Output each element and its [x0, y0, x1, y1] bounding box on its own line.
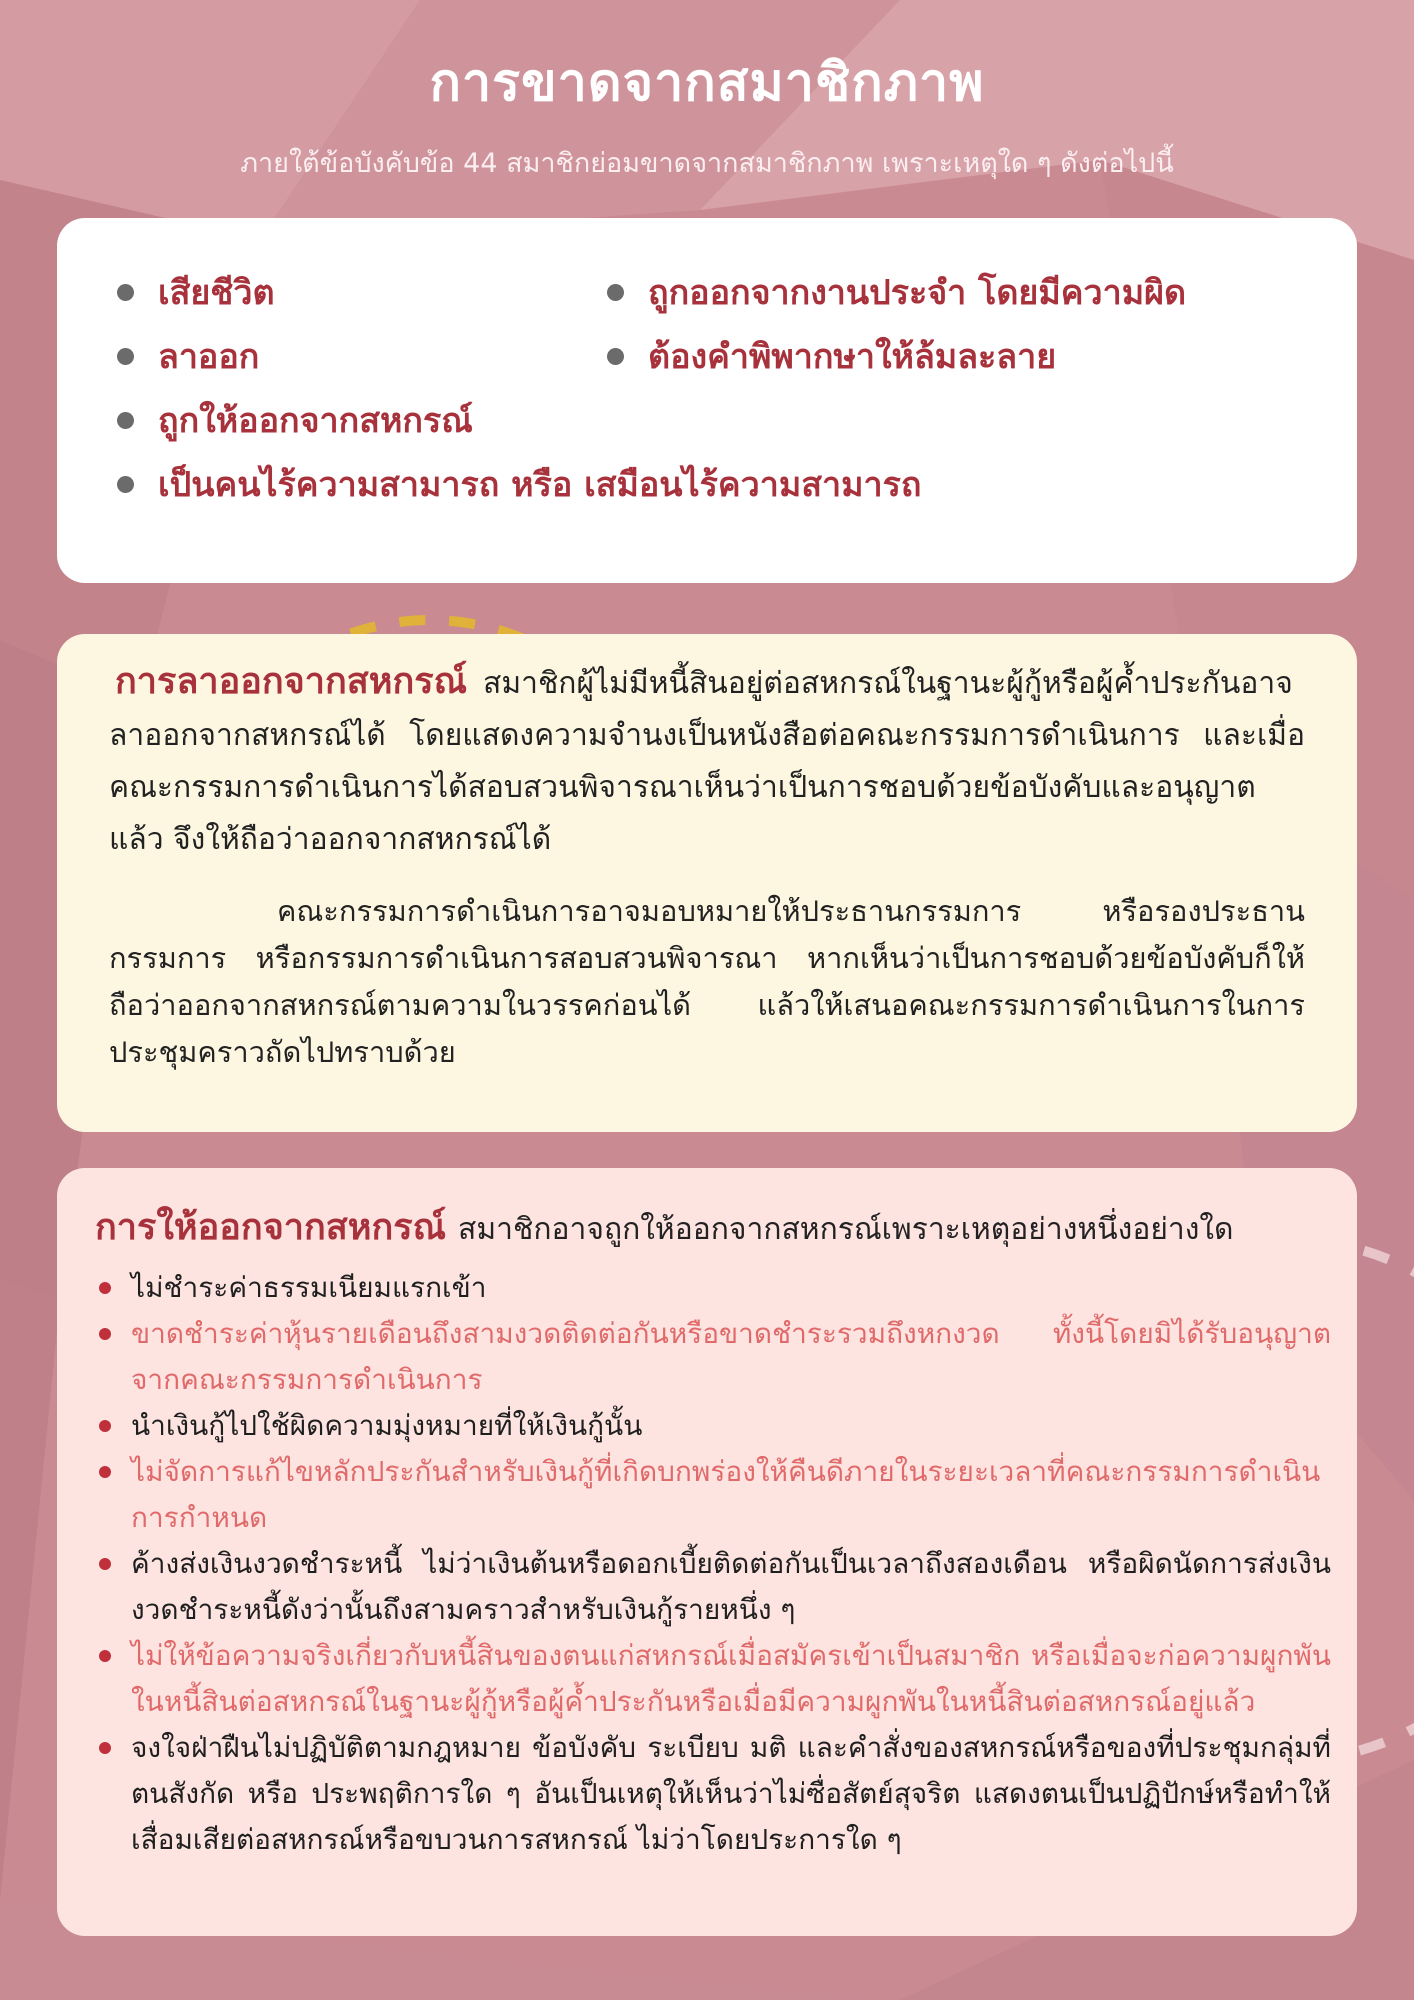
bullet-icon — [607, 348, 624, 365]
reasons-card — [57, 218, 1357, 583]
page-title: การขาดจากสมาชิกภาพ — [429, 53, 985, 113]
expulsion-card — [57, 1168, 1357, 1936]
list-item: ไม่ให้ข้อความจริงเกี่ยวกับหนี้สินของตนแก่สหกรณ์เมื่อสมัครเข้าเป็นสมาชิก หรือเมื่อจะก่อความผูกพันในหนี้สินต่อสหกรณ์ในฐานะผู้กู้หรือผู้ค้ำประกันหรือเมื่อมีความผูกพันในหนี้สินต่อสหกรณ์อยู่แล้ว — [95, 1633, 1331, 1725]
bullet-icon — [99, 1328, 111, 1340]
bullet-icon — [99, 1558, 111, 1570]
reason-item: ถูกออกจากงานประจำ โดยมีความผิด — [607, 268, 1297, 316]
list-item: จงใจฝ่าฝืนไม่ปฏิบัติตามกฎหมาย ข้อบังคับ ระเบียบ มติ และคำสั่งของสหกรณ์หรือของที่ประชุมกลุ่มที่ตนสังกัด หรือ ประพฤติการใด ๆ อันเป็นเหตุให้เห็นว่าไม่ซื่อสัตย์สุจริต แสดงตนเป็นปฏิปักษ์หรือทำให้เสื่อมเสียต่อสหกรณ์หรือขบวนการสหกรณ์ ไม่ว่าโดยประการใด ๆ — [95, 1725, 1331, 1863]
resignation-heading: การลาออกจากสหกรณ์ — [115, 661, 468, 702]
bullet-icon — [117, 476, 134, 493]
list-item: ไม่จัดการแก้ไขหลักประกันสำหรับเงินกู้ที่เกิดบกพร่องให้คืนดีภายในระยะเวลาที่คณะกรรมการดำเนินการกำหนด — [95, 1449, 1331, 1541]
reason-item: เสียชีวิต — [117, 268, 607, 316]
expulsion-list — [95, 1265, 1331, 1863]
reason-item: ถูกให้ออกจากสหกรณ์ — [117, 396, 1297, 444]
bullet-icon — [99, 1466, 111, 1478]
list-item: ขาดชำระค่าหุ้นรายเดือนถึงสามงวดติดต่อกันหรือขาดชำระรวมถึงหกงวด ทั้งนี้โดยมิได้รับอนุญาตจากคณะกรรมการดำเนินการ — [95, 1311, 1331, 1403]
expulsion-intro: สมาชิกอาจถูกให้ออกจากสหกรณ์เพราะเหตุอย่างหนึ่งอย่างใด — [458, 1212, 1234, 1247]
resignation-text-1: สมาชิกผู้ไม่มีหนี้สินอยู่ต่อสหกรณ์ในฐานะผู้กู้หรือผู้ค้ำประกันอาจลาออกจากสหกรณ์ได้ โดยแสดงความจำนงเป็นหนังสือต่อคณะกรรมการดำเนินการ และเมื่อคณะกรรมการดำเนินการได้สอบสวนพิจารณาเห็นว่าเป็นการชอบด้วยข้อบังคับและอนุญาตแล้ว จึงให้ถือว่าออกจากสหกรณ์ได้ — [109, 666, 1305, 857]
resignation-paragraph-1 — [109, 656, 1305, 866]
reasons-list — [117, 268, 1297, 508]
resignation-paragraph-2: คณะกรรมการดำเนินการอาจมอบหมายให้ประธานกรรมการ หรือรองประธานกรรมการ หรือกรรมการดำเนินการสอบสวนพิจารณา หากเห็นว่าเป็นการชอบด้วยข้อบังคับก็ให้ถือว่าออกจากสหกรณ์ตามความในวรรคก่อนได้ แล้วให้เสนอคณะกรรมการดำเนินการในการประชุมคราวถัดไปทราบด้วย — [109, 894, 1305, 1069]
page-subtitle: ภายใต้ข้อบังคับข้อ 44 สมาชิกย่อมขาดจากสมาชิกภาพ เพราะเหตุใด ๆ ดังต่อไปนี้ — [240, 148, 1174, 179]
expulsion-heading: การให้ออกจากสหกรณ์ — [95, 1207, 447, 1248]
bullet-icon — [99, 1420, 111, 1432]
bullet-icon — [117, 284, 134, 301]
bullet-icon — [99, 1282, 111, 1294]
bullet-icon — [117, 412, 134, 429]
resignation-card — [57, 634, 1357, 1132]
header — [0, 40, 1414, 184]
list-item: ไม่ชำระค่าธรรมเนียมแรกเข้า — [95, 1265, 1331, 1311]
reason-item: เป็นคนไร้ความสามารถ หรือ เสมือนไร้ความสามารถ — [117, 460, 1297, 508]
bullet-icon — [117, 348, 134, 365]
list-item: นำเงินกู้ไปใช้ผิดความมุ่งหมายที่ให้เงินกู้นั้น — [95, 1403, 1331, 1449]
bullet-icon — [99, 1742, 111, 1754]
reason-item: ลาออก — [117, 332, 607, 380]
bullet-icon — [99, 1650, 111, 1662]
bullet-icon — [607, 284, 624, 301]
expulsion-header — [95, 1198, 1331, 1255]
list-item: ค้างส่งเงินงวดชำระหนี้ ไม่ว่าเงินต้นหรือดอกเบี้ยติดต่อกันเป็นเวลาถึงสองเดือน หรือผิดนัดการส่งเงินงวดชำระหนี้ดังว่านั้นถึงสามคราวสำหรับเงินกู้รายหนึ่ง ๆ — [95, 1541, 1331, 1633]
reason-item: ต้องคำพิพากษาให้ล้มละลาย — [607, 332, 1297, 380]
